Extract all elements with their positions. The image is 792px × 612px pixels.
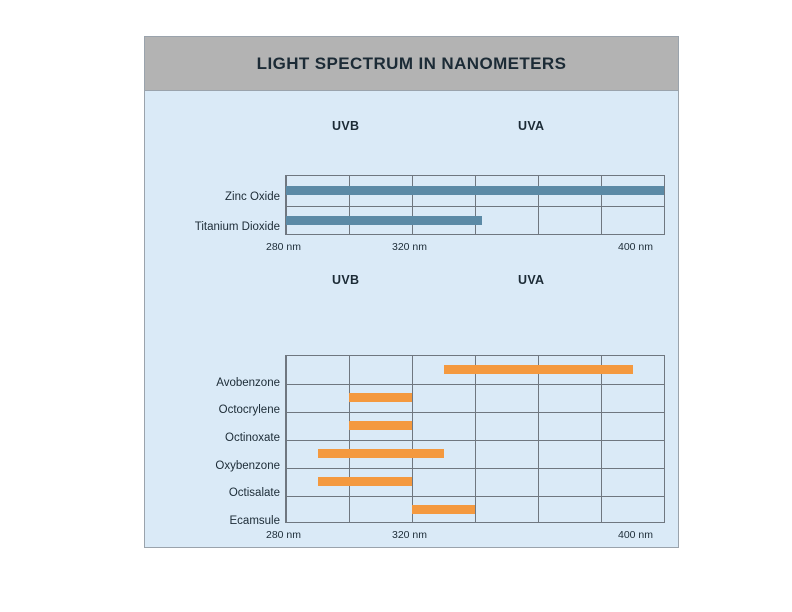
gridline	[349, 356, 350, 522]
gridline	[601, 356, 602, 522]
gridline	[475, 176, 476, 234]
light-spectrum-panel	[144, 36, 679, 548]
row-label-octocrylene: Octocrylene	[218, 404, 280, 416]
row-label-avobenzone: Avobenzone	[216, 377, 280, 389]
bar-octocrylene	[349, 393, 412, 402]
bar-oxybenzone	[318, 449, 444, 458]
row-label-zinc-oxide: Zinc Oxide	[225, 191, 280, 203]
band-label-uvb-top: UVB	[332, 119, 360, 133]
rowline	[286, 412, 664, 413]
xtick-320-top: 320 nm	[392, 241, 428, 253]
bar-titanium-dioxide	[286, 216, 482, 225]
row-label-octisalate: Octisalate	[228, 487, 280, 499]
band-label-uva-top: UVA	[518, 119, 545, 133]
bar-octisalate	[318, 477, 412, 486]
rowline	[286, 468, 664, 469]
gridline	[664, 176, 665, 234]
rowline	[286, 384, 664, 385]
plot-area-chemical	[285, 355, 665, 523]
xtick-400-bottom: 400 nm	[618, 529, 654, 541]
chart-chemical-filters	[145, 255, 680, 545]
bar-octinoxate	[349, 421, 412, 430]
band-label-uva-bottom: UVA	[518, 273, 545, 287]
gridline	[664, 356, 665, 522]
bar-ecamsule	[412, 505, 475, 514]
gridline	[286, 176, 287, 234]
gridline	[538, 356, 539, 522]
panel-header	[145, 37, 678, 91]
rowline	[286, 206, 664, 207]
bar-avobenzone	[444, 365, 633, 374]
rowline	[286, 440, 664, 441]
gridline	[349, 176, 350, 234]
xtick-280-top: 280 nm	[266, 241, 302, 253]
gridline	[412, 356, 413, 522]
gridline	[412, 176, 413, 234]
bar-zinc-oxide	[286, 186, 664, 195]
row-label-titanium-dioxide: Titanium Dioxide	[194, 221, 280, 233]
gridline	[601, 176, 602, 234]
gridline	[286, 356, 287, 522]
page-title: LIGHT SPECTRUM IN NANOMETERS	[256, 53, 567, 73]
chart-mineral-filters	[145, 91, 680, 251]
band-label-uvb-bottom: UVB	[332, 273, 360, 287]
row-label-octinoxate: Octinoxate	[225, 432, 280, 444]
xtick-280-bottom: 280 nm	[266, 529, 302, 541]
xtick-320-bottom: 320 nm	[392, 529, 428, 541]
row-label-ecamsule: Ecamsule	[229, 515, 280, 527]
gridline	[475, 356, 476, 522]
plot-area-mineral	[285, 175, 665, 235]
gridline	[538, 176, 539, 234]
row-label-oxybenzone: Oxybenzone	[215, 460, 280, 472]
xtick-400-top: 400 nm	[618, 241, 654, 253]
rowline	[286, 496, 664, 497]
